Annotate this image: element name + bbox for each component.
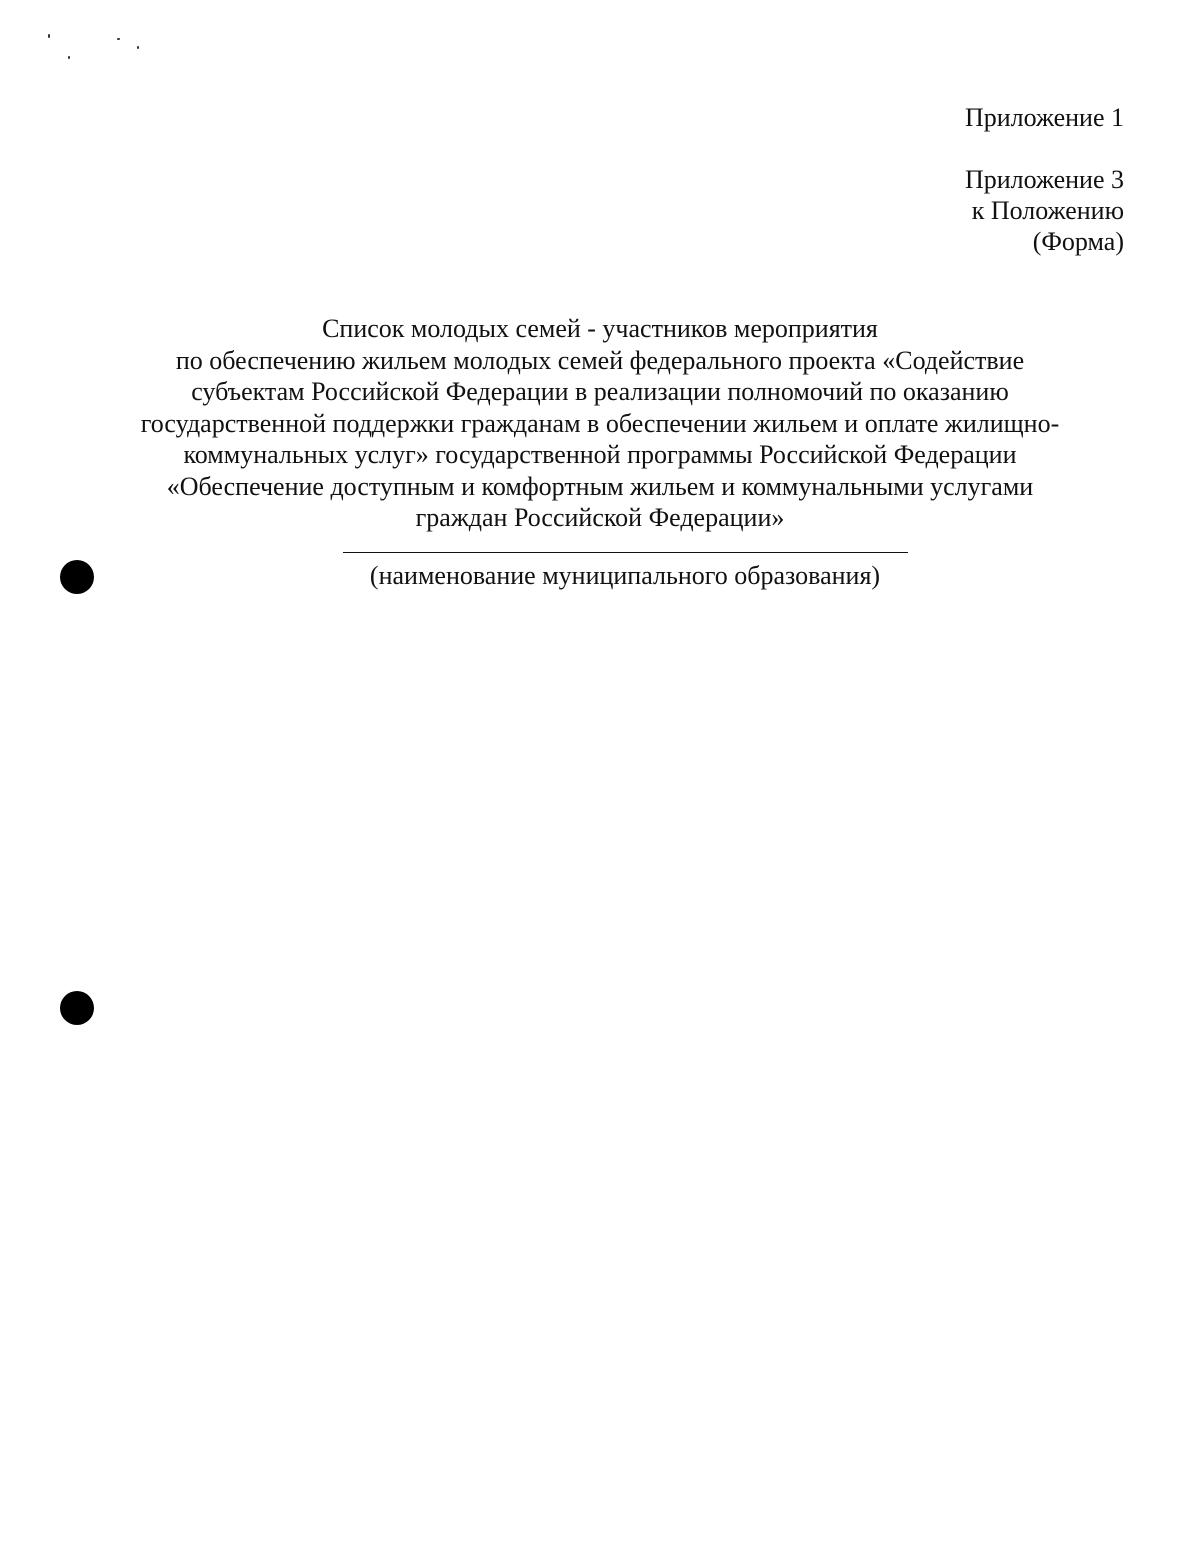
scan-speck [137, 46, 139, 49]
annex-3-reference: к Положению [971, 196, 1124, 225]
title-line: государственной поддержки гражданам в обеспечении жильем и оплате жилищно- [140, 408, 1060, 438]
annex-1-label [965, 102, 1124, 133]
punch-hole [60, 560, 94, 594]
title-line: коммунальных услуг» государственной программы Российской Федерации [183, 440, 1017, 469]
annex-1-text: Приложение 1 [964, 103, 1124, 132]
punch-hole [60, 991, 94, 1025]
document-title [80, 313, 1120, 534]
scan-speck [68, 56, 70, 59]
title-line: граждан Российской Федерации» [415, 503, 785, 532]
title-line: «Обеспечение доступным и комфортным жильем и коммунальными услугами [166, 471, 1034, 501]
municipality-caption: (наименование муниципального образования) [369, 561, 881, 590]
form-label: (Форма) [1032, 227, 1124, 256]
title-line: субъектам Российской Федерации в реализации полномочий по оказанию [191, 377, 1009, 406]
scan-speck [48, 34, 50, 38]
municipality-fill-line [343, 552, 908, 553]
annex-3-text: Приложение 3 [964, 165, 1124, 194]
annex-3-block [965, 164, 1124, 257]
scan-speck [117, 38, 120, 40]
title-line: Список молодых семей - участников мероприятия [322, 314, 878, 343]
title-line: по обеспечению жильем молодых семей федерального проекта «Содействие [175, 345, 1025, 375]
